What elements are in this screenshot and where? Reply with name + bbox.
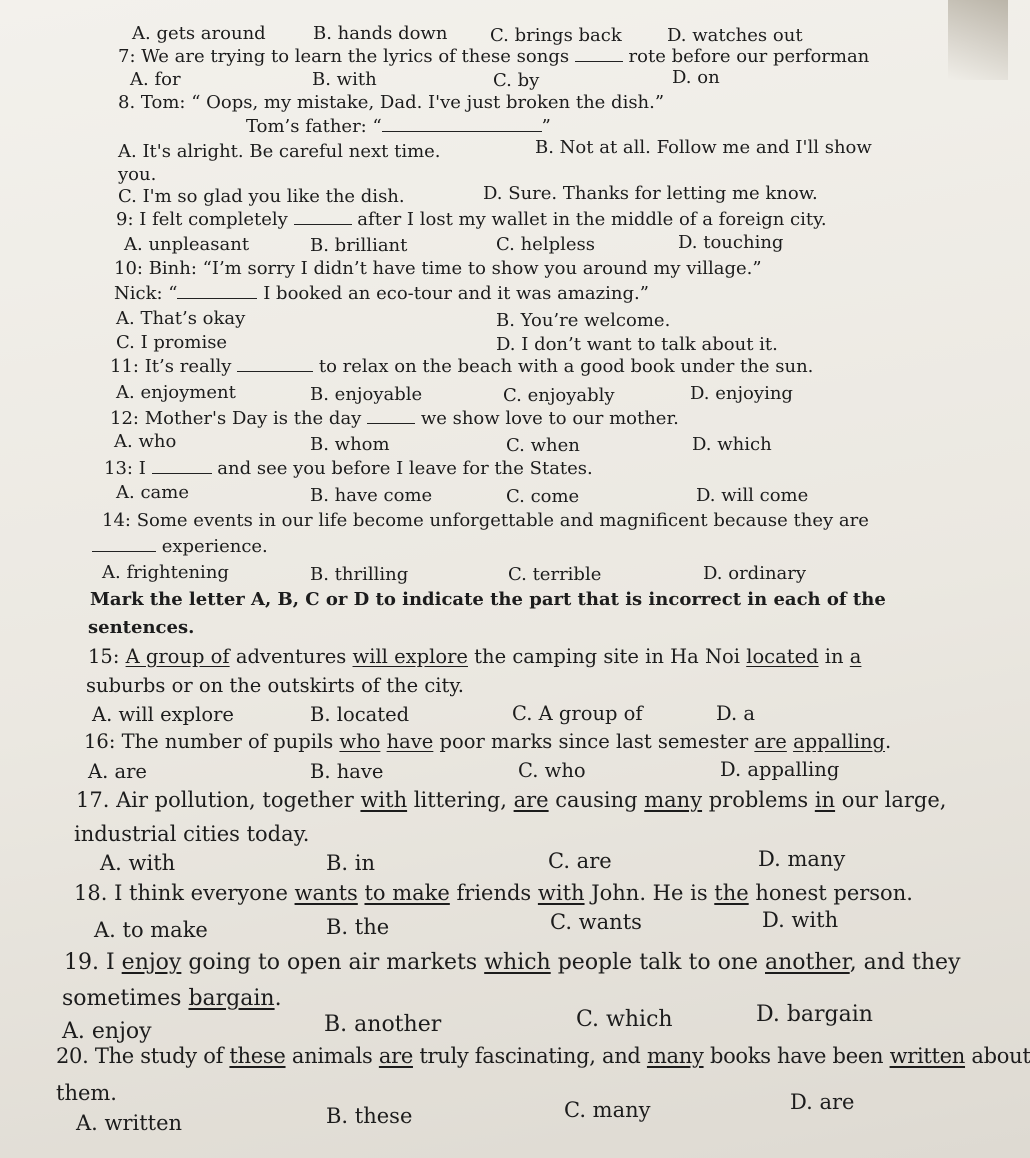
q17-option-c: C. are [548,849,612,873]
q19-option-a: A. enjoy [62,1019,152,1044]
q10-option-b: B. You’re welcome. [496,310,671,331]
q19-stem-line1: 19. I enjoy going to open air markets which people talk to one another, and they [64,950,961,975]
q16-option-b: B. have [310,760,384,783]
q9-option-c: C. helpless [496,234,595,255]
q18-option-d: D. with [762,908,839,932]
q17-option-a: A. with [100,851,176,875]
q17-stem-line1: 17. Air pollution, together with littering, are causing many problems in our large, [76,788,947,812]
q15-option-d: D. a [716,702,755,725]
q13-stem: 13: I and see you before I leave for the States. [104,458,593,479]
q6-option-c: C. brings back [490,25,622,46]
q10-nick-line: Nick: “ I booked an eco-tour and it was amazing.” [114,283,649,304]
q10-stem: 10: Binh: “I’m sorry I didn’t have time to show you around my village.” [114,258,762,279]
q14-stem-line1: 14: Some events in our life become unforgettable and magnificent because they are [102,510,869,531]
q12-blank [367,423,415,424]
q8-option-a: A. It's alright. Be careful next time. [118,141,441,162]
q18-option-b: B. the [326,915,390,939]
q20-option-d: D. are [790,1090,855,1114]
q20-option-a: A. written [76,1111,183,1135]
q13-option-d: D. will come [696,485,809,506]
q7-option-a: A. for [130,69,181,90]
q6-option-a: A. gets around [132,23,266,44]
q16-option-d: D. appalling [720,758,840,781]
q20-option-b: B. these [326,1104,413,1128]
q11-blank [237,371,313,372]
q9-option-d: D. touching [678,232,784,253]
q20-stem-line2: them. [56,1081,117,1105]
q7-option-d: D. on [672,67,720,88]
q8-father-line: Tom’s father: “ ” [246,116,551,137]
q11-option-d: D. enjoying [690,383,793,404]
q19-option-c: C. which [576,1007,673,1032]
q15-option-b: B. located [310,703,410,726]
q8-option-b-continued: you. [118,164,157,185]
q8-stem: 8. Tom: “ Oops, my mistake, Dad. I've just broken the dish.” [118,92,665,113]
q18-option-c: C. wants [550,910,642,934]
q10-option-a: A. That’s okay [116,308,246,329]
q8-option-c: C. I'm so glad you like the dish. [118,186,405,207]
q8-option-b: B. Not at all. Follow me and I'll show [535,137,872,158]
q14-option-c: C. terrible [508,564,602,585]
section-instruction-line2: sentences. [88,617,195,638]
q11-option-a: A. enjoyment [116,382,236,403]
q9-stem: 9: I felt completely after I lost my wallet in the middle of a foreign city. [116,209,827,230]
q10-blank [177,298,257,299]
q8-blank [382,131,542,132]
q17-stem-line2: industrial cities today. [74,822,310,846]
q19-option-d: D. bargain [756,1002,873,1027]
q13-option-b: B. have come [310,485,433,506]
q6-option-b: B. hands down [313,23,448,44]
q17-option-b: B. in [326,851,376,875]
q18-stem: 18. I think everyone wants to make friends with John. He is the honest person. [74,881,913,905]
q12-option-a: A. who [114,431,177,452]
q14-blank [92,551,156,552]
q9-option-b: B. brilliant [310,235,408,256]
q13-blank [152,473,212,474]
q7-option-b: B. with [312,69,377,90]
q13-option-c: C. come [506,486,580,507]
q14-stem-line2: experience. [92,538,268,556]
q11-stem: 11: It’s really to relax on the beach with a good book under the sun. [110,356,814,377]
q16-option-c: C. who [518,759,586,782]
q15-option-a: A. will explore [92,703,234,726]
q19-option-b: B. another [324,1012,442,1037]
q15-option-c: C. A group of [512,702,643,725]
q20-stem-line1: 20. The study of these animals are truly fascinating, and many books have been written about [56,1044,1030,1068]
q19-stem-line2: sometimes bargain. [62,986,282,1011]
q9-option-a: A. unpleasant [124,234,250,255]
page-edge-shadow [948,0,1008,80]
q12-option-c: C. when [506,435,580,456]
q7-stem: 7: We are trying to learn the lyrics of these songs rote before our performan [118,46,870,67]
q17-option-d: D. many [758,847,846,871]
q11-option-b: B. enjoyable [310,384,423,405]
q10-option-c: C. I promise [116,332,228,353]
q9-blank [294,224,352,225]
section-instruction-line1: Mark the letter A, B, C or D to indicate the part that is incorrect in each of the [90,589,886,610]
q12-option-b: B. whom [310,434,390,455]
q15-stem-line2: suburbs or on the outskirts of the city. [86,674,464,697]
q13-option-a: A. came [116,482,189,503]
q20-option-c: C. many [564,1098,651,1122]
q16-stem: 16: The number of pupils who have poor marks since last semester are appalling. [84,730,892,753]
q10-option-d: D. I don’t want to talk about it. [496,334,778,355]
q11-option-c: C. enjoyably [503,385,615,406]
q7-option-c: C. by [493,70,540,91]
q15-stem-line1: 15: A group of adventures will explore the camping site in Ha Noi located in a [88,645,862,668]
q14-option-d: D. ordinary [703,563,807,584]
q6-option-d: D. watches out [667,25,803,46]
q14-option-b: B. thrilling [310,564,409,585]
q16-option-a: A. are [88,760,147,783]
q18-option-a: A. to make [94,918,208,942]
q7-blank [575,61,623,62]
q12-option-d: D. which [692,434,772,455]
q12-stem: 12: Mother's Day is the day we show love to our mother. [110,408,679,429]
q8-option-d: D. Sure. Thanks for letting me know. [483,183,818,204]
q14-option-a: A. frightening [102,562,229,583]
